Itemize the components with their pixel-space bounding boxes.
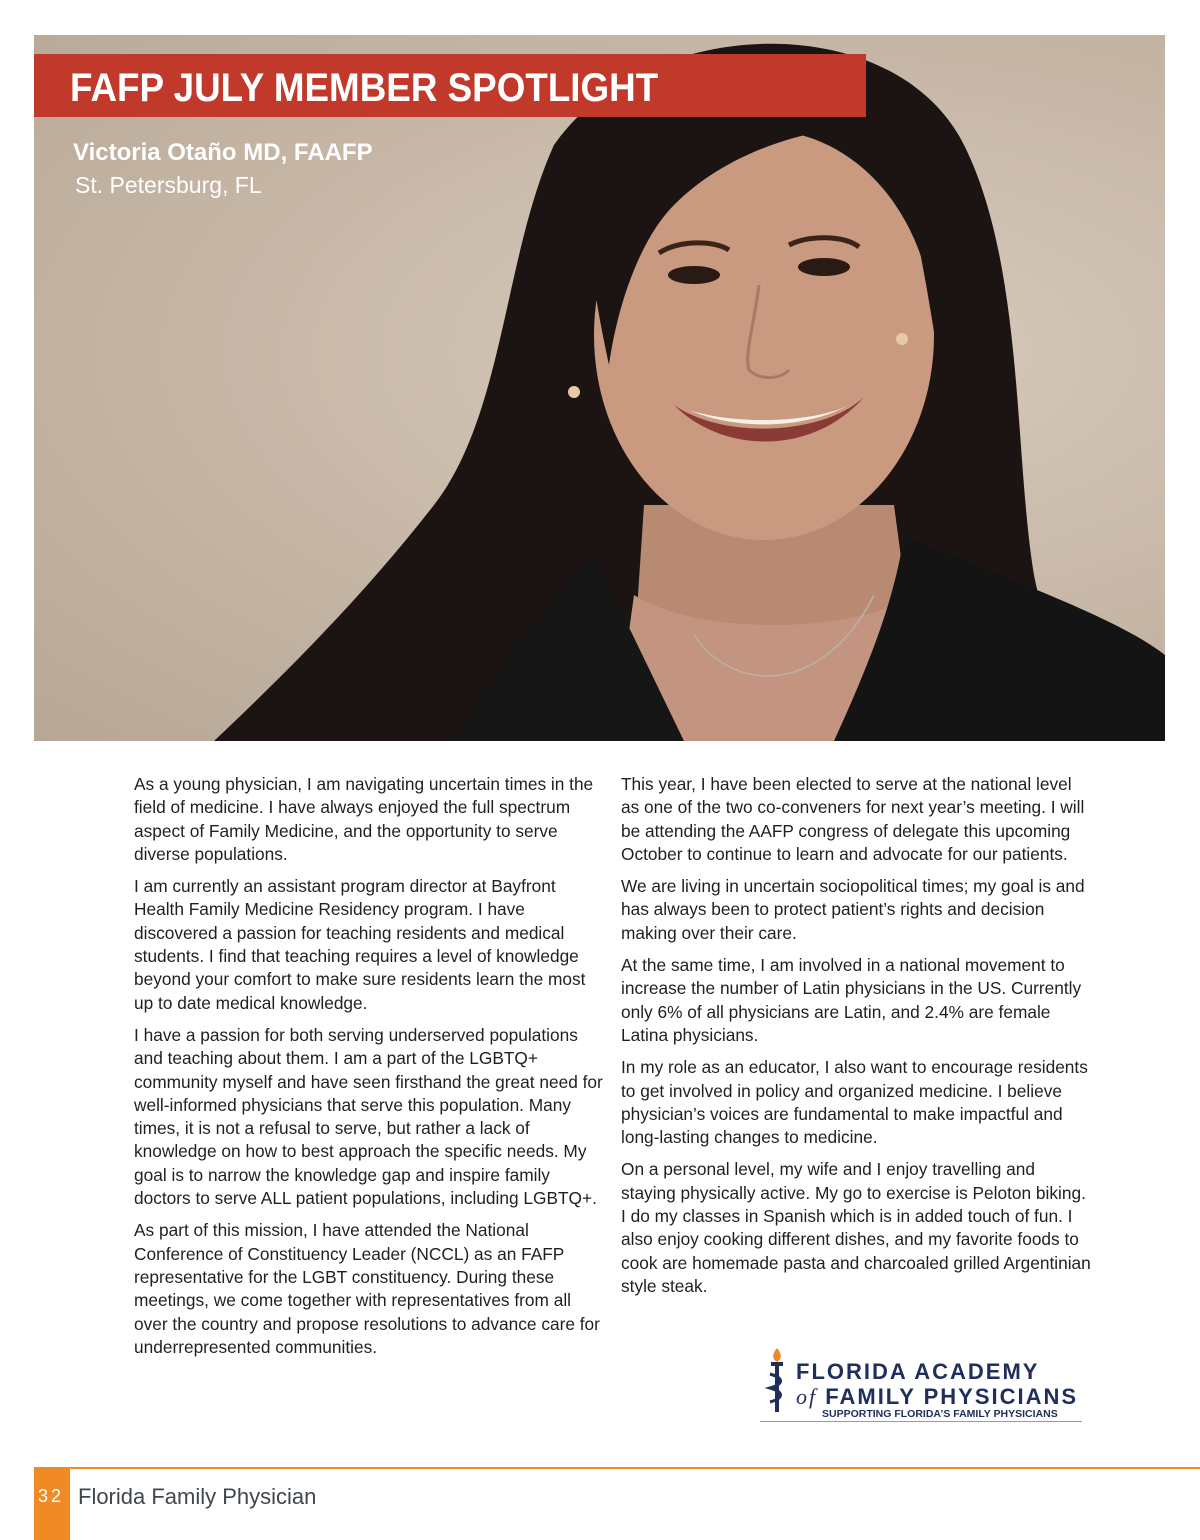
article-paragraph: In my role as an educator, I also want to encourage residents to get involved in policy and organized medicine. I believe physician’s voices are fundamental to make impactful and long-lasting changes to medicine. (621, 1057, 1088, 1148)
publication-title: Florida Family Physician (78, 1484, 317, 1509)
logo-family-physicians: FAMILY PHYSICIANS (825, 1384, 1079, 1409)
article-paragraph: This year, I have been elected to serve at the national level as one of the two co-conveners for next year’s meeting. I will be attending the AAFP congress of delegate this upcoming October to continue to learn and advocate for our patients. (621, 774, 1085, 864)
fafp-logo (760, 1346, 1085, 1424)
member-name: Victoria Otaño MD, FAAFP (73, 139, 373, 166)
spotlight-title: FAFP JULY MEMBER SPOTLIGHT (70, 66, 659, 110)
page-number: 32 (38, 1486, 65, 1506)
article-paragraph: As a young physician, I am navigating uncertain times in the field of medicine. I have always enjoyed the full spectrum aspect of Family Medicine, and the opportunity to serve diverse populations. (134, 774, 594, 864)
member-photo (34, 35, 1165, 741)
logo-tagline: SUPPORTING FLORIDA’S FAMILY PHYSICIANS (822, 1408, 1058, 1420)
article-paragraph: We are living in uncertain sociopolitical times; my goal is and has always been to protect patient’s rights and decision making over their care. (621, 876, 1085, 943)
article-paragraph: On a personal level, my wife and I enjoy travelling and staying physically active. My go to exercise is Peloton biking. I do my classes in Spanish which is in added touch of fun. I also enjoy cooking different dishes, and my favorite foods to cook are homemade pasta and charcoaled grilled Argentinian style steak. (621, 1159, 1091, 1296)
logo-line-academy: FLORIDA ACADEMY (796, 1359, 1040, 1384)
article-paragraph: I have a passion for both serving underserved populations and teaching about them. I am a part of the LGBTQ+ community myself and have seen firsthand the great need for well-informed physicians that serve this population. Many times, it is not a refusal to serve, but rather a lack of knowledge on how to best approach the specific needs. My goal is to narrow the knowledge gap and inspire family doctors to serve ALL patient populations, including LGBTQ+. (134, 1024, 603, 1209)
footer-divider (34, 1467, 1200, 1469)
article-right-column (621, 773, 1091, 1307)
article-paragraph: As part of this mission, I have attended the National Conference of Constituency Leader (NCCL) as an FAFP representative for the LGBT constituency. During these meetings, we come together with representatives from all over the country and propose resolutions to advance care for underrepresented communities. (134, 1220, 600, 1357)
spotlight-banner (34, 54, 866, 117)
logo-line-physicians (796, 1384, 1078, 1410)
article-left-column (134, 773, 604, 1368)
article-paragraph: I am currently an assistant program director at Bayfront Health Family Medicine Residency program. I have discovered a passion for teaching residents and medical students. I find that teaching requires a level of knowledge beyond your comfort to make sure residents learn the most up to date medical knowledge. (134, 876, 586, 1013)
member-location: St. Petersburg, FL (75, 172, 262, 198)
logo-of: of (796, 1384, 818, 1409)
logo-divider (760, 1421, 1082, 1422)
article-paragraph: At the same time, I am involved in a national movement to increase the number of Latin physicians in the US. Currently only 6% of all physicians are Latin, and 2.4% are female Latina physicians. (621, 955, 1082, 1045)
torch-caduceus-icon (762, 1346, 792, 1416)
